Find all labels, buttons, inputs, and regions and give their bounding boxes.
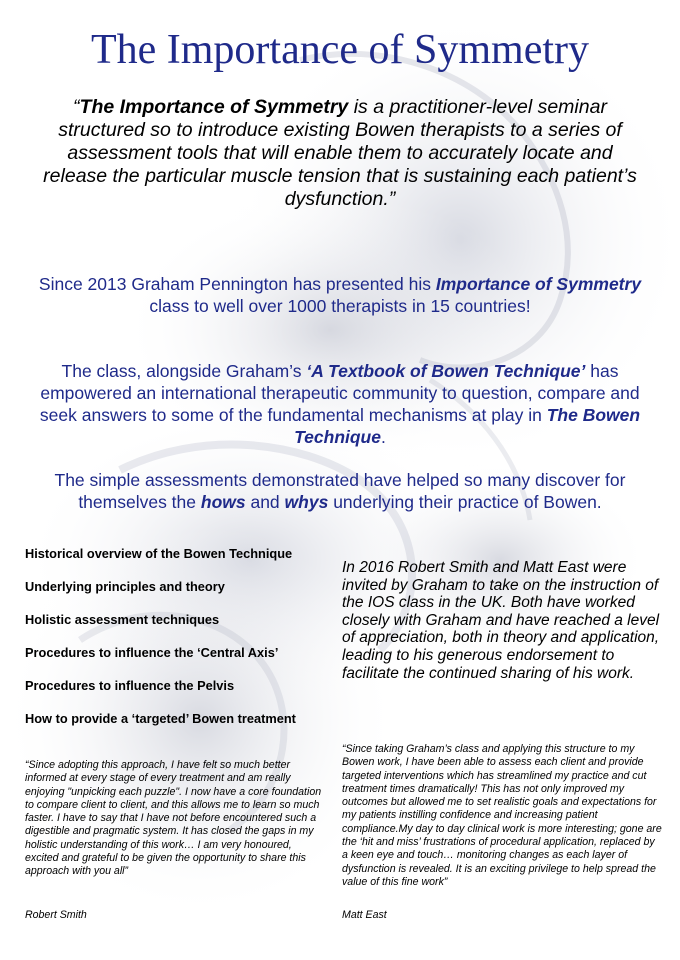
- history-text-a: Since 2013 Graham Pennington has presented his: [38, 274, 436, 294]
- testimonial-author-right: Matt East: [342, 909, 387, 921]
- history-course-name: Importance of Symmetry: [435, 274, 642, 294]
- intro-quote: [40, 96, 640, 211]
- testimonial-robert-smith: “Since adopting this approach, I have felt so much better informed at every stage of every treatment and am really enjoying "unpicking each puzzle". I now have a core foundation to compare client to client, and this allows me to learn so much faster. I have to say that I have not before encountered such a digestible and pragmatic system. It has closed the gaps in my holistic understanding of this work… I am very honoured, excited and grateful to be given the opportunity to share this approach with you all”: [25, 759, 322, 878]
- textbook-text-a: The class, alongside Graham’s: [61, 361, 307, 381]
- assessments-text-c: underlying their practice of Bowen.: [328, 492, 602, 512]
- page-title: The Importance of Symmetry: [90, 27, 589, 73]
- intro-course-name: The Importance of Symmetry: [79, 96, 349, 118]
- testimonial-author-left: Robert Smith: [25, 909, 87, 921]
- textbook-text-b: has empowered an international therapeutic community to question, compare and seek answers to some of the fundamental mechanisms at play in: [39, 361, 640, 425]
- intro-open-quote: “: [73, 96, 80, 118]
- topic-item: Historical overview of the Bowen Technique: [25, 546, 293, 561]
- topic-item: Procedures to influence the Pelvis: [25, 678, 235, 693]
- testimonial-matt-east: “Since taking Graham’s class and applying this structure to my Bowen work, I have been able to assess each client and provide targeted interventions which has streamlined my practice and cut treatment times dramatically! This has not only improved my outcomes but allowed me to set realistic goals and expectations for my patients instilling confidence and increasing patient compliance.My day to day clinical work is more interesting; gone are the ‘hit and miss’ frustrations of procedural application, replaced by a keen eye and touch… monitoring changes as each layer of dysfunction is revealed. It is an exciting privilege to help spread the value of this fine work”: [342, 743, 662, 888]
- topic-item: Procedures to influence the ‘Central Axis’: [25, 645, 279, 660]
- textbook-paragraph: [20, 360, 660, 448]
- assessments-text-b: and: [245, 492, 285, 512]
- assessments-paragraph: [20, 469, 660, 513]
- assessments-text-a: The simple assessments demonstrated have helped so many discover for themselves the: [54, 470, 626, 512]
- intro-text: is a practitioner-level seminar structured so to introduce existing Bowen therapists to a series of assessment tools that will enable them to accurately locate and release the particular muscle tension that is sustaining each patient’s dysfunction.”: [43, 96, 637, 210]
- history-text-b: class to well over 1000 therapists in 15 countries!: [149, 296, 531, 316]
- topic-item: Underlying principles and theory: [25, 579, 225, 594]
- history-paragraph: [20, 273, 660, 317]
- textbook-text-c: .: [380, 427, 386, 447]
- topic-item: Holistic assessment techniques: [25, 612, 220, 627]
- assessments-hows: hows: [200, 492, 246, 512]
- topic-list: [25, 544, 325, 742]
- instructors-paragraph: In 2016 Robert Smith and Matt East were invited by Graham to take on the instruction of the IOS class in the UK. Both have worked closely with Graham and have reached a level of appreciation, both in theory and application, leading to his generous endorsement to facilitate the continued sharing of his work.: [342, 559, 660, 682]
- assessments-whys: whys: [284, 492, 329, 512]
- textbook-title: ‘A Textbook of Bowen Technique’: [306, 361, 586, 381]
- technique-name: The Bowen Technique: [294, 405, 641, 447]
- topic-item: How to provide a ‘targeted’ Bowen treatment: [25, 711, 296, 726]
